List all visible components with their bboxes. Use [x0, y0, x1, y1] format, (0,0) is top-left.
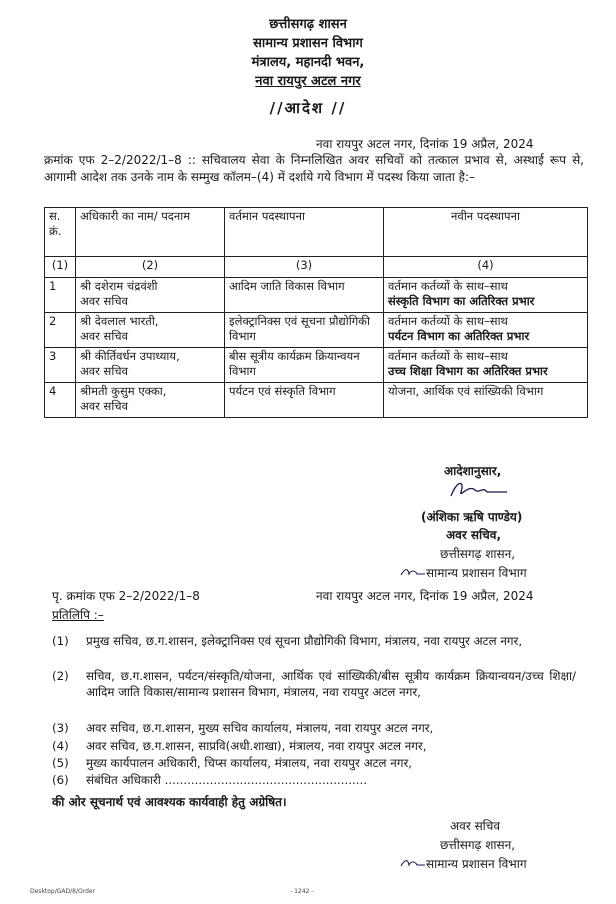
header-current: वर्तमान पदस्थापना	[225, 208, 384, 257]
header-govt: छत्तीसगढ़ शासन	[269, 17, 347, 32]
new-posting-charge: संस्कृति विभाग का अतिरिक्त प्रभार	[388, 294, 535, 308]
officer-designation: अवर सचिव	[80, 329, 128, 343]
signatory2-dept: सामान्य प्रशासन विभाग	[426, 857, 527, 871]
table-row	[45, 313, 588, 348]
order-by: आदेशानुसार,	[444, 464, 502, 478]
intro-paragraph: क्रमांक एफ 2–2/2022/1–8 :: सचिवालय सेवा के निम्नलिखित अवर सचिवों को तत्काल प्रभाव से, अस्थाई रूप से, आगामी आदेश तक उनके नाम के सम्मुख कॉलम–(4) में दर्शाये गये विभाग में पदस्थ किया जाता है:–	[44, 153, 584, 184]
row-new-posting	[384, 278, 588, 313]
header-city: नवा रायपुर अटल नगर	[255, 74, 361, 89]
copy-text: प्रमुख सचिव, छ.ग.शासन, इलेक्ट्रानिक्स एवं सूचना प्रौद्योगिकी विभाग, मंत्रालय, नवा रायपुर अटल नगर,	[86, 634, 523, 648]
officer-name: श्री दशेराम चंद्रवंशी	[80, 279, 158, 293]
copy-number: (1)	[52, 634, 69, 648]
endorsement-number: पृ. क्रमांक एफ 2–2/2022/1–8	[52, 589, 200, 603]
row-officer	[76, 278, 225, 313]
order-title: //आदेश //	[269, 99, 347, 117]
initial-mark	[399, 566, 427, 578]
signatory-designation: अवर सचिव,	[446, 528, 501, 542]
row-sn: 3	[45, 348, 76, 383]
header-officer: अधिकारी का नाम/ पदनाम	[76, 208, 225, 257]
initial-mark-2	[399, 857, 427, 869]
row-new-posting	[384, 383, 588, 418]
place-date: नवा रायपुर अटल नगर, दिनांक 19 अप्रैल, 2024	[316, 137, 534, 151]
row-sn: 2	[45, 313, 76, 348]
copy-text: अवर सचिव, छ.ग.शासन, साप्रवि(अधी.शाखा), मंत्रालय, नवा रायपुर अटल नगर,	[86, 739, 427, 753]
officer-designation: अवर सचिव	[80, 294, 128, 308]
copy-number: (4)	[52, 739, 69, 753]
footer-path: Desktop/GAD/8/Order	[30, 888, 96, 895]
copy-text: संबंधित अधिकारी ......................................................	[86, 773, 368, 787]
table-row	[45, 383, 588, 418]
row-officer	[76, 383, 225, 418]
colnum-1: (1)	[45, 257, 76, 278]
signatory-dept: सामान्य प्रशासन विभाग	[426, 566, 527, 580]
new-posting-text: वर्तमान कर्तव्यों के साथ–साथ	[388, 279, 508, 293]
header-sn: स. क्रं.	[45, 208, 76, 257]
endorsement-date: नवा रायपुर अटल नगर, दिनांक 19 अप्रैल, 2024	[316, 589, 534, 603]
row-new-posting	[384, 313, 588, 348]
colnum-3: (3)	[225, 257, 384, 278]
copy-title: प्रतिलिपि :–	[52, 608, 104, 622]
table-row	[45, 348, 588, 383]
copy-text: सचिव, छ.ग.शासन, पर्यटन/संस्कृति/योजना, आर्थिक एवं सांख्यिकी/बीस सूत्रीय कार्यक्रम क्रियान्वयन/उच्च शिक्षा/आदिम जाति विकास/सामान्य प्रशासन विभाग, मंत्रालय, नवा रायपुर अटल नगर,	[86, 669, 576, 699]
signatory2-designation: अवर सचिव	[450, 819, 501, 833]
row-current-posting: बीस सूत्रीय कार्यक्रम क्रियान्वयन विभाग	[225, 348, 384, 383]
row-officer	[76, 313, 225, 348]
footer-page-number: - 1242 -	[290, 888, 314, 895]
colnum-4: (4)	[384, 257, 588, 278]
row-new-posting	[384, 348, 588, 383]
copy-text: अवर सचिव, छ.ग.शासन, मुख्य सचिव कार्यालय, मंत्रालय, नवा रायपुर अटल नगर,	[86, 721, 434, 735]
new-posting-charge: पर्यटन विभाग का अतिरिक्त प्रभार	[388, 329, 530, 343]
new-posting-text: योजना, आर्थिक एवं सांख्यिकी विभाग	[388, 384, 544, 398]
copy-number: (5)	[52, 756, 69, 770]
table-header-row	[45, 208, 588, 257]
new-posting-text: वर्तमान कर्तव्यों के साथ–साथ	[388, 349, 508, 363]
copy-number: (2)	[52, 669, 69, 683]
row-sn: 1	[45, 278, 76, 313]
table-number-row	[45, 257, 588, 278]
header-ministry: मंत्रालय, महानदी भवन,	[251, 55, 365, 70]
table-row	[45, 278, 588, 313]
posting-table	[44, 207, 588, 418]
officer-designation: अवर सचिव	[80, 399, 128, 413]
new-posting-charge: उच्च शिक्षा विभाग का अतिरिक्त प्रभार	[388, 364, 548, 378]
copy-text: मुख्य कार्यपालन अधिकारी, चिप्स कार्यालय, मंत्रालय, नवा रायपुर अटल नगर,	[86, 756, 413, 770]
new-posting-text: वर्तमान कर्तव्यों के साथ–साथ	[388, 314, 508, 328]
copy-number: (6)	[52, 773, 69, 787]
row-current-posting: इलेक्ट्रानिक्स एवं सूचना प्रौद्योगिकी विभाग	[225, 313, 384, 348]
officer-name: श्री कीर्तिवर्धन उपाध्याय,	[80, 349, 180, 363]
closing-line: की ओर सूचनार्थ एवं आवश्यक कार्यवाही हेतु अग्रेषित।	[52, 795, 287, 809]
signatory-name: (अंशिका ऋषि पाण्डेय)	[421, 510, 523, 524]
header-new: नवीन पदस्थापना	[384, 208, 588, 257]
signatory-govt: छत्तीसगढ़ शासन,	[440, 547, 516, 561]
header-department: सामान्य प्रशासन विभाग	[253, 36, 363, 51]
officer-name: श्रीमती कुसुम एक्का,	[80, 384, 167, 398]
copy-number: (3)	[52, 721, 69, 735]
row-officer	[76, 348, 225, 383]
officer-name: श्री देवलाल भारती,	[80, 314, 159, 328]
row-current-posting: आदिम जाति विकास विभाग	[225, 278, 384, 313]
officer-designation: अवर सचिव	[80, 364, 128, 378]
row-current-posting: पर्यटन एवं संस्कृति विभाग	[225, 383, 384, 418]
row-sn: 4	[45, 383, 76, 418]
colnum-2: (2)	[76, 257, 225, 278]
signatory2-govt: छत्तीसगढ़ शासन,	[440, 838, 516, 852]
signature-scribble	[447, 478, 517, 502]
